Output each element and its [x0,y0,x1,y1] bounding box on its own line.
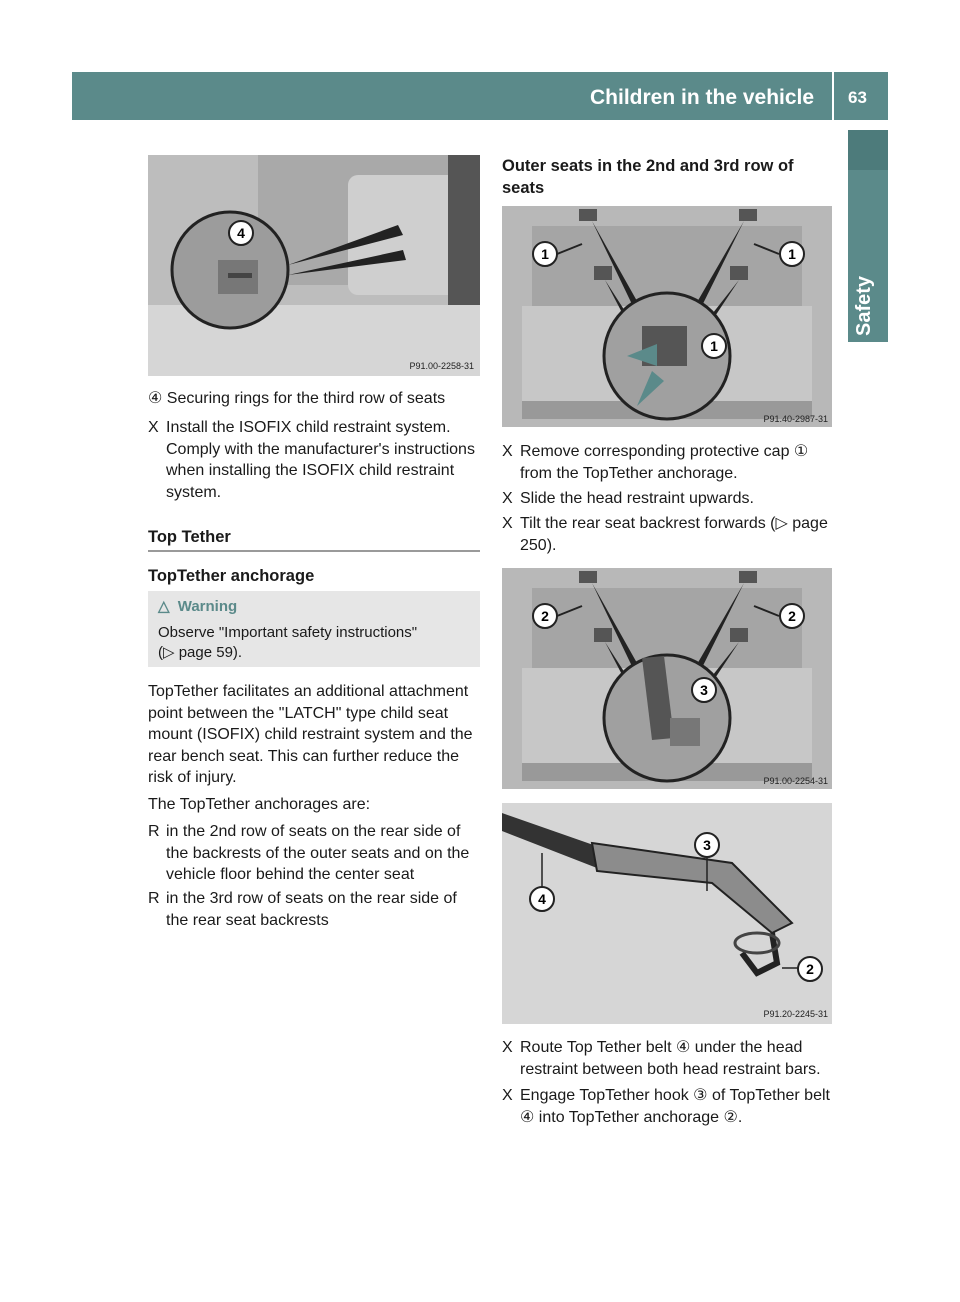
side-tab-label: Safety [853,275,875,336]
section-title-top-tether: Top Tether [148,528,231,546]
image-toptether-belt-hook [502,803,832,1024]
image-securing-rings [148,155,480,376]
callout-label: 4 [237,225,245,241]
step-marker: X [502,443,513,460]
warning-body: Observe "Important safety instructions" (▷ page 59). [158,624,418,661]
image-protective-cap [502,206,832,427]
image-code: P91.20-2245-31 [763,1009,828,1019]
step-marker: X [502,1039,513,1056]
page-number: 63 [848,88,867,107]
callout-label: 1 [541,246,549,262]
bullet-marker: R [148,823,160,840]
callout-label: 1 [788,246,796,262]
step-marker: X [502,515,513,532]
side-tab-marker [848,130,888,170]
step-marker: X [502,1087,513,1104]
heading-outer-seats: Outer seats in the 2nd and 3rd row of seats [502,157,794,197]
paragraph-toptether-intro: TopTether facilitates an additional attachment point between the "LATCH" type child seat mount (ISOFIX) child restraint system and the rear bench seat. This can further reduce the risk of injury. [148,683,473,786]
callout-label: 1 [710,338,718,354]
step-remove-cap: X Remove corresponding protective cap ① from the TopTether anchorage. [502,443,809,482]
callout-label: 2 [806,961,814,977]
step-tilt-backrest: X Tilt the rear seat backrest forwards (▷ page 250). [502,515,828,554]
step-marker: X [148,419,159,436]
warning-box [148,591,480,667]
callout-label: 2 [788,608,796,624]
image-code: P91.40-2987-31 [763,414,828,424]
step-engage-hook: X Engage TopTether hook ③ of TopTether belt ④ into TopTether anchorage ②. [502,1087,830,1126]
bullet-marker: R [148,890,160,907]
image-code: P91.00-2258-31 [409,361,474,371]
bullet-item: R in the 3rd row of seats on the rear side of the rear seat backrests [148,890,457,929]
image-code: P91.00-2254-31 [763,776,828,786]
paragraph-anchorages-are: The TopTether anchorages are: [148,796,371,813]
section-rule [148,550,480,552]
caption-securing-rings: ④ Securing rings for the third row of seats [148,390,446,407]
step-install-isofix: X Install the ISOFIX child restraint system. Comply with the manufacturer's instructions when installing the ISOFIX child restraint system. [148,419,475,501]
header-separator [832,72,834,120]
subsection-title-toptether-anchorage: TopTether anchorage [148,567,315,585]
callout-label: 4 [538,891,546,907]
callout-label: 3 [703,837,711,853]
step-slide-head-restraint: X Slide the head restraint upwards. [502,488,832,510]
step-route-belt: X Route Top Tether belt ④ under the head restraint between both head restraint bars. [502,1039,821,1078]
step-marker: X [502,490,513,507]
header-title: Children in the vehicle [590,86,815,109]
image-toptether-anchorage [502,568,832,789]
callout-label: 3 [700,682,708,698]
warning-triangle-icon: △ [158,598,170,615]
callout-label: 2 [541,608,549,624]
warning-title: △ Warning [158,598,238,615]
bullet-item: R in the 2nd row of seats on the rear side of the backrests of the outer seats and on the vehicle floor behind the center seat [148,823,470,883]
